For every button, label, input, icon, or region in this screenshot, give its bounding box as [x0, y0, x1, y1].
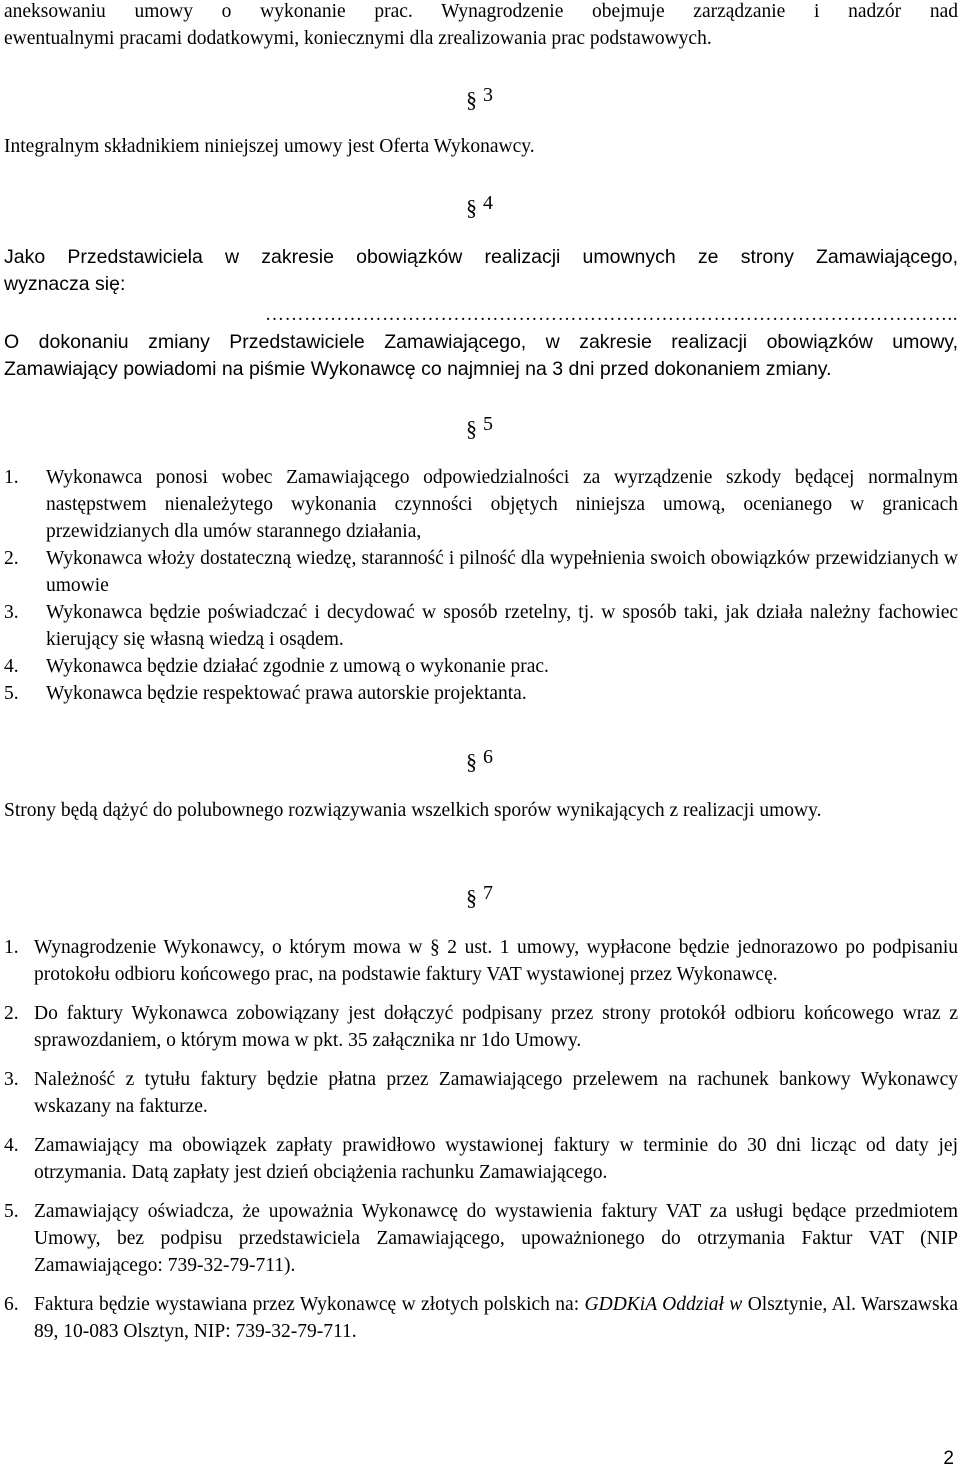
section-4-line-3: O dokonaniu zmiany Przedstawiciele Zamawiającego, w zakresie realizacji obowiązków umowy,: [4, 331, 958, 353]
list-item: 3. Wykonawca będzie poświadczać i decydować w sposób rzetelny, tj. w sposób taki, jak działa należny fachowiec kierujący się własną wiedzą i osądem.: [4, 602, 958, 650]
list-item: 2. Do faktury Wykonawca zobowiązany jest dołączyć podpisany przez strony protokół odbioru końcowego wraz z sprawozdaniem, o którym mowa w pkt. 35 załącznika nr 1do Umowy.: [4, 1003, 958, 1051]
blank-fill-dots: ……………………………………………………………………………………………..: [265, 305, 958, 325]
list-item: 4. Zamawiający ma obowiązek zapłaty prawidłowo wystawionej faktury w terminie do 30 dni licząc od daty jej otrzymania. Datą zapłaty jest dzień obciążenia rachunku Zamawiającego.: [4, 1135, 958, 1183]
section-sign-icon: §: [466, 749, 477, 774]
section-sign-icon: §: [466, 87, 477, 112]
section-6-text: Strony będą dążyć do polubownego rozwiązywania wszelkich sporów wynikających z realizacji umowy.: [4, 800, 822, 821]
page-number: 2: [943, 1448, 954, 1469]
section-sign-icon: §: [466, 416, 477, 441]
section-heading-4: § 4: [466, 192, 493, 220]
list-item: 1. Wykonawca ponosi wobec Zamawiającego odpowiedzialności za wyrządzenie szkody będącej normalnym następstwem nienależytego wykonania czynności objętych niniejsza umową, ocenianego w granicach przewidzianych dla umów starannego działania,: [4, 467, 958, 542]
list-item: 5. Zamawiający oświadcza, że upoważnia Wykonawcę do wystawienia faktury VAT za usługi będące przedmiotem Umowy, bez podpisu przedstawiciela Zamawiającego, upoważnionego do otrzymania Faktur VAT (NIP Zamawiającego: 739-32-79-711).: [4, 1201, 958, 1276]
italic-text: GDDKiA Oddział w: [584, 1294, 743, 1315]
list-item: 3. Należność z tytułu faktury będzie płatna przez Zamawiającego przelewem na rachunek bankowy Wykonawcy wskazany na fakturze.: [4, 1069, 958, 1117]
list-item: 2. Wykonawca włoży dostateczną wiedzę, staranność i pilność dla wypełnienia swoich obowiązków przewidzianych w umowie: [4, 548, 958, 596]
section-sign-icon: §: [466, 885, 477, 910]
section-4-line-1: Jako Przedstawiciela w zakresie obowiązków realizacji umownych ze strony Zamawiającego,: [4, 246, 958, 268]
section-heading-6: § 6: [466, 746, 493, 774]
list-item: 1. Wynagrodzenie Wykonawcy, o którym mowa w § 2 ust. 1 umowy, wypłacone będzie jednorazowo po podpisaniu protokołu odbioru końcowego prac, na podstawie faktury VAT wystawionej przez Wykonawcę.: [4, 937, 958, 985]
section-sign-icon: §: [466, 195, 477, 220]
section-5-list: [4, 464, 958, 707]
section-7-list: [4, 934, 958, 1357]
section-heading-3: § 3: [466, 84, 493, 112]
list-item: 5. Wykonawca będzie respektować prawa autorskie projektanta.: [4, 683, 527, 704]
list-item: 6. Faktura będzie wystawiana przez Wykonawcę w złotych polskich na: GDDKiA Oddział w Olsztynie, Al. Warszawska 89, 10-083 Olsztyn, NIP: 739-32-79-711.: [4, 1294, 959, 1342]
section-heading-7: § 7: [466, 882, 493, 910]
intro-line-2: ewentualnymi pracami dodatkowymi, koniecznymi dla zrealizowania prac podstawowych.: [4, 28, 712, 49]
section-heading-5: § 5: [466, 413, 493, 441]
section-4-line-2: wyznacza się:: [4, 273, 126, 295]
intro-line-1: aneksowaniu umowy o wykonanie prac. Wynagrodzenie obejmuje zarządzanie i nadzór nad: [4, 1, 958, 22]
section-4-line-4: Zamawiający powiadomi na piśmie Wykonawcę co najmniej na 3 dni przed dokonaniem zmiany.: [4, 358, 832, 380]
list-item: 4. Wykonawca będzie działać zgodnie z umową o wykonanie prac.: [4, 656, 549, 677]
section-3-text: Integralnym składnikiem niniejszej umowy jest Oferta Wykonawcy.: [4, 136, 535, 157]
